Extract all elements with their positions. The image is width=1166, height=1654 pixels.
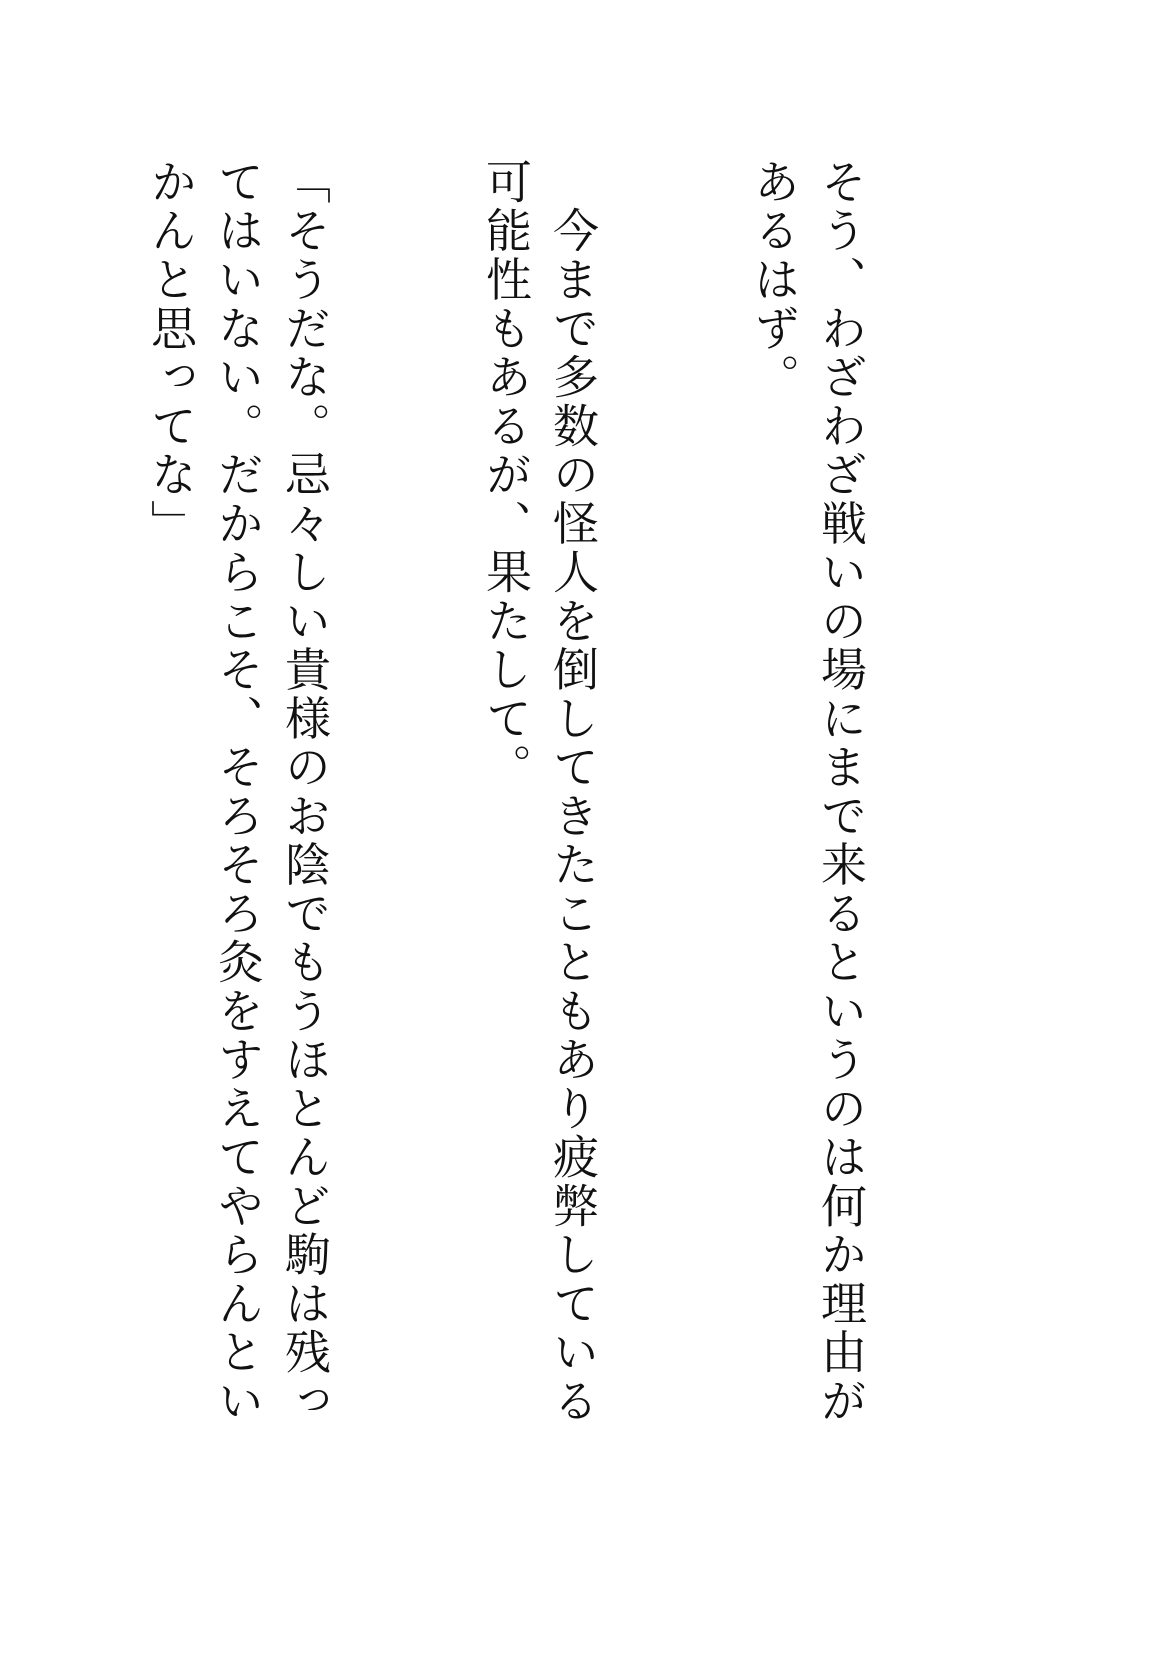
paragraph-4 [0,158,3,1448]
vertical-text-body [0,158,1008,1448]
paragraph-1: そう、わざわざ戦いの場にまで来るというのは何か理由があるはず。 [747,158,868,1426]
paragraph-2: 今まで多数の怪人を倒してきたこともあり疲弊している可能性もあるが、果たして。 [479,158,600,1426]
paragraph-3: 「そうだな。忌々しい貴様のお陰でもうほとんど駒は残ってはいない。だからこそ、そろそろ灸をすえてやらんといかんと思ってな」 [144,158,332,1426]
